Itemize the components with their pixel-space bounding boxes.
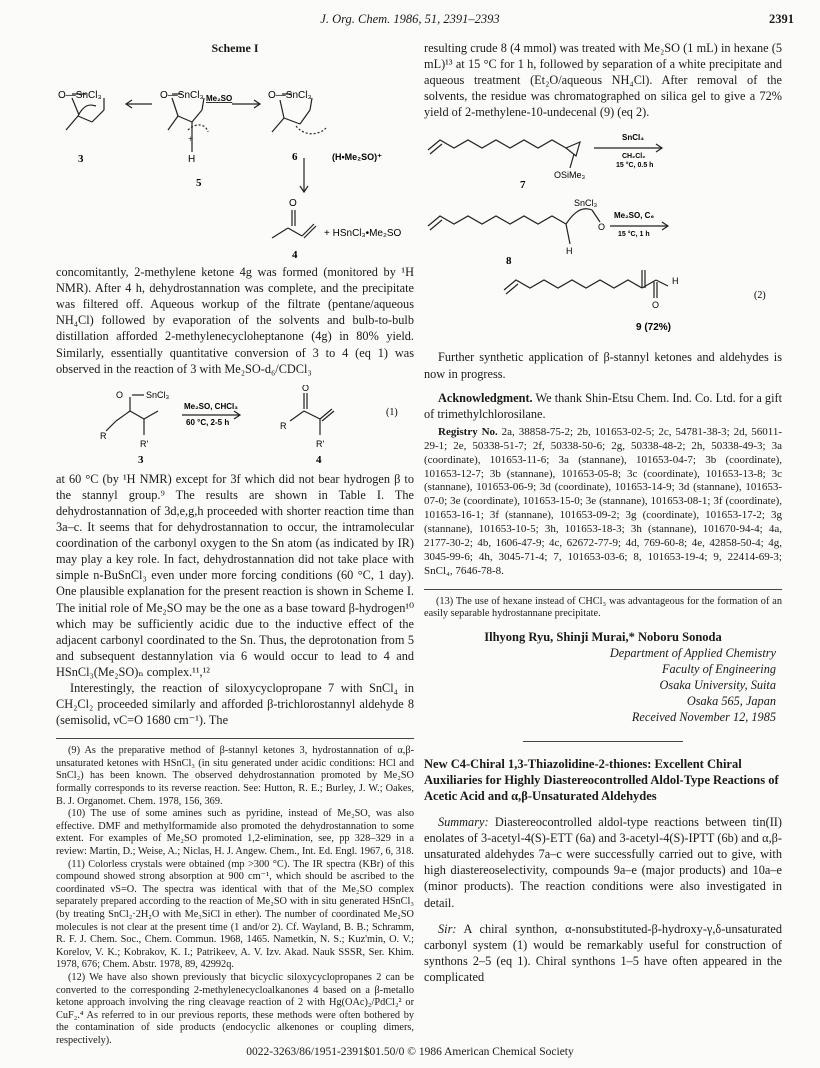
sir-heading: Sir:: [438, 921, 457, 936]
registry-text: 2a, 38858-75-2; 2b, 101653-02-5; 2c, 54781-38-3; 2d, 56011-29-1; 2e, 50338-51-7; 2f, 50338-50-6; 2g, 50338-48-2; 2h, 50338-49-3; 3a (coordinate), 101653-11-6; 3a (stannane), 101653-04-7; 3b (coordinate), 101653-12-7; 3b (stannane), 101653-05-8; 3c (coordinate), 101653-13-8; 3c (stannane), 101653-06-9; 3d (coordinate), 101653-14-9; 3d (stannane), 101653-07-0; 3e (coordinate), 101653-15-0; 3e (stannane), 101653-08-1; 3f (coordinate), 101653-16-1; 3f (stannane), 101653-09-2; 3g (coordinate), 101653-17-2; 3g (stannane), 101653-10-5; 3h, 101653-18-3; 3h (stannane), 101670-94-4; 4a, 2177-30-2; 4b, 1606-47-9; 4c, 62672-77-9; 4d, 769-60-8; 4e, 42858-50-4; 4g, 3045-99-6; 4h, 3045-71-4; 7, 101653-03-6; 8, 101653-19-4; 9, 22414-69-3; SnCl₄, 7646-78-8.: [424, 425, 783, 577]
compound-3-label: 3: [78, 153, 84, 166]
scheme-plus: +: [188, 134, 194, 145]
eq1-compound-3: 3: [138, 453, 144, 465]
ack-text: We thank Shin-Etsu Chem. Ind. Co. Ltd. for a gift of trimethylchlorosilane.: [424, 390, 782, 421]
eq2-reagent-1: SnCl₄: [622, 133, 645, 143]
scheme-title: Scheme I: [211, 41, 259, 55]
eq1-compound-4: 4: [316, 453, 322, 465]
footnote-9: (9) As the preparative method of β-stannyl ketones 3, hydrostannation of α,β-unsaturated ketones with HSnCl₃ (in situ generated under acidic conditions: HCl and SnCl₂) has been known. The observed dehydrostannation promoted by Me₂SO formally corresponds to its reverse reaction. See: Hutton, R. E.; Burley, J. W.; Oakes, B. J. Organomet. Chem. 1978, 156, 369.: [56, 745, 414, 807]
equation-1-drawing: [56, 385, 414, 465]
scheme-h-label: H: [188, 154, 196, 166]
scheme-reagent: Me₂SO: [206, 94, 233, 104]
affiliation: [424, 645, 782, 725]
compound-9-label: 9 (72%): [636, 322, 672, 334]
eq2-h-label: H: [566, 246, 573, 257]
footnotes: [56, 745, 414, 1047]
left-column: [56, 40, 414, 1048]
eq2-h-product: H: [672, 276, 679, 287]
scheme-o-sn-label-5: O—SnCl₃: [160, 90, 204, 102]
right-paragraph-2: Further synthetic application of β-stannyl ketones and aldehydes is now in progress.: [424, 350, 782, 381]
authors: Ilhyong Ryu, Shinji Murai,* Noboru Sonoda: [484, 630, 722, 644]
eq1-o-label: O: [116, 389, 124, 400]
footnote-10: (10) The use of some amines such as pyridine, instead of Me₂SO, was also effective. DMF and methylformamide also promoted the dehydrostannation to some extent. For examples of Me₂SO promoted 1,2-elimination, see, pp 328–329 in a review: Martin, D.; Weise, A.; Niclas, H. J. Angew. Chem., Int. Ed. Engl. 1967, 6, 318.: [56, 808, 414, 857]
next-article-title: New C4-Chiral 1,3-Thiazolidine-2-thiones: Excellent Chiral Auxiliaries for Highly Diastereocontrolled Aldol-Type Reactions of Acetic Acid and α,β-Unsaturated Aldehydes: [424, 757, 779, 804]
scheme-o-sn-label-6: O—SnCl₃: [268, 90, 312, 102]
scheme-1-drawing: [56, 60, 414, 264]
compound-5-label: 5: [196, 177, 202, 190]
eq2-cond-1a: CH₂Cl₂: [622, 153, 646, 161]
equation-2-drawing: [424, 126, 782, 341]
right-paragraph-1: resulting crude 8 (4 mmol) was treated with Me₂SO (1 mL) in hexane (5 mL)¹³ at 15 °C for 1 h, followed by separation of a white precipitate and aqueous treatment (Et₂O/aqueous NH₄Cl). After removal of the solvents, the residue was chromatographed on silica gel to give a 72% yield of 2-methylene-10-undecenal (9) (eq 2).: [424, 41, 782, 120]
acknowledgment: [424, 390, 782, 422]
ack-heading: Acknowledgment.: [438, 390, 533, 405]
compound-8-label: 8: [506, 255, 512, 268]
page-footer: 0022-3263/86/1951-2391$01.50/0 © 1986 American Chemical Society: [246, 1046, 574, 1058]
scheme-product-label: + HSnCl₃•Me₂SO: [324, 228, 402, 240]
section-divider: [523, 741, 683, 742]
footnote-rule: [56, 738, 414, 739]
affil-dept: Department of Applied Chemistry: [609, 646, 776, 661]
summary: [424, 814, 782, 911]
eq1-reagent: Me₂SO, CHCl₃: [184, 401, 238, 411]
compound-6-label: 6: [292, 151, 298, 164]
eq1-conditions: 60 °C, 2-5 h: [186, 417, 230, 427]
eq2-cond-1b: 15 °C, 0.5 h: [616, 162, 654, 170]
registry-numbers: [424, 426, 782, 579]
eq1-sncl3-label: SnCl₃: [146, 389, 170, 400]
scheme-o-label: O: [289, 198, 297, 210]
eq1-number: (1): [386, 406, 398, 418]
left-paragraph-1: concomitantly, 2-methylene ketone 4g was formed (monitored by ¹H NMR). After 4 h, dehydrostannation was complete, and the precipitate was filtered off. Aqueous workup of the filtrate (pentane/aqueous NH₄Cl) followed by evaporation of the solvents and bulb-to-bulb distillation afforded 2-methylenecycloheptanone (4g) in 80% yield. Similarly, essentially quantitative conversion of 3 to 4 (eq 1) was observed in the reaction of 3 with Me₂SO-d₆/CDCl₃: [56, 265, 414, 376]
sir-paragraph: [424, 921, 782, 985]
affil-city: Osaka 565, Japan: [686, 694, 776, 709]
compound-4-label: 4: [292, 249, 298, 262]
equation-2: [424, 126, 782, 341]
eq2-number: (2): [754, 290, 766, 302]
running-header: [0, 12, 820, 27]
journal-citation: J. Org. Chem. 1986, 51, 2391–2393: [320, 12, 500, 26]
received-date: Received November 12, 1985: [631, 710, 776, 725]
registry-heading: Registry No.: [438, 425, 498, 438]
scheme-o-sn-label: O—SnCl₃: [58, 90, 102, 102]
left-paragraph-2: at 60 °C (by ¹H NMR) except for 3f which did not bear hydrogen β to the stannyl group.⁹ The results are shown in Table I. The dehydrostannation of 3d,e,g,h proceeded with shorter reaction time than 3a–c. It seems that for dehydrostannation to occur, the intramolecular coordination of the carbonyl oxygen to the Sn atom (as indicated by IR) may play a key role. In fact, dehydrostannation did not take place with simple n-BuSnCl₃ even under more forcing conditions (60 °C, 1 day). One plausible explanation for the present reaction is shown in Scheme I. The initial role of Me₂SO may be the one as a base toward β-hydrogen¹⁰ which may be sufficiently acidic due to the inductive effect of the adjacent carbonyl coordinated to the Sn. Thus, the deprotonation from 5 and subsequent destannylation via 6 would occur to lead to 4 and HSnCl₃(Me₂SO)ₙ complex.¹¹,¹²: [56, 471, 414, 679]
eq2-o-label: O: [598, 222, 606, 233]
eq2-cond-2: 15 °C, 1 h: [618, 231, 650, 239]
footnote-12: (12) We have also shown previously that bicyclic siloxycyclopropanes 2 can be converted to the corresponding 2-methylenecycloalkanones 4 based on a β-metallo ketone approach involving the ring cleavage reaction of 2 with Hg(OAc)₂/PdCl₂² or CuF₂.⁴ As referred to in our previous reports, these methods were often bothered by the contamination of side products (endocyclic alkenones or coupling dimers, respectively).: [56, 971, 414, 1046]
eq2-reagent-2: Me₂SO, C₆: [614, 211, 655, 221]
right-column: [424, 40, 782, 985]
footnote-11: (11) Colorless crystals were obtained (mp >300 °C). The IR spectra (KBr) of this compound showed strong absorption at 900 cm⁻¹, which should be ascribed to the coordinated νS=O. The spectra was identical with that of the Me₂SO complex separately prepared according to the reaction of Me₂SO with in situ generated HSnCl₃ (by treating SnCl₂·2H₂O with Me₃SiCl in ether). The number of coordinated Me₂SO molecules is not clear at the present time (1 and/or 2). Cf. Wayland, B. B.; Schramm, R. F. J. Chem. Soc., Chem. Commun. 1968, 1465. Nametkin, N. S.; Kuz'min, O. V.; Korelov, V. K.; Kobrakov, K. I.; Patrikeev, A. V. Izv. Akad. Nauk SSSR, Ser. Khim. 1978, 676; Chem. Abstr. 1978, 89, 42992q.: [56, 858, 414, 971]
eq1-r-label: R: [100, 430, 107, 441]
eq1-r2-label: R': [140, 438, 149, 449]
eq1-r2-product: R': [316, 438, 325, 449]
equation-1: [56, 385, 414, 465]
compound-7-label: 7: [520, 179, 526, 192]
eq1-o-product: O: [302, 384, 310, 393]
footnote-13-text: (13) The use of hexane instead of CHCl₃ was advantageous for the formation of an easily separable hydrostannane precipitate.: [424, 595, 782, 620]
affil-faculty: Faculty of Engineering: [661, 662, 776, 677]
affil-university: Osaka University, Suita: [659, 678, 776, 693]
complex-label: (H•Me₂SO)⁺: [332, 152, 382, 163]
summary-heading: Summary:: [438, 815, 489, 830]
eq2-osime3-label: OSiMe₃: [554, 170, 586, 181]
page-number: 2391: [769, 12, 794, 26]
eq1-r-product: R: [280, 420, 287, 431]
eq2-sncl3-label: SnCl₃: [574, 198, 598, 209]
footnote-rule-right: [424, 589, 782, 590]
eq2-o-product: O: [652, 300, 660, 311]
sir-text: A chiral synthon, α-nonsubstituted-β-hydroxy-γ,δ-unsaturated carbonyl system (1) would be remarkably useful for construction of synthons 2–5 (eq 1). Chiral synthons 1–5 have often appeared in the complicated: [424, 921, 782, 984]
left-paragraph-3: Interestingly, the reaction of siloxycyclopropane 7 with SnCl₄ in CH₂Cl₂ proceeded similarly and afforded β-trichlorostannyl aldehyde 8 (semisolid, νC=O 1680 cm⁻¹). The: [56, 680, 414, 728]
scheme-1-figure: [56, 60, 414, 264]
summary-text: Diastereocontrolled aldol-type reactions between tin(II) enolates of 3-acetyl-4(S)-ETT (6a) and 3-acetyl-4(S)-IPTT (6b) and α,β-unsaturated aldehydes 7a–c were successfully carried out to give, with high diastereoselectivity, compounds 9a–e (major products) and 10a–e (minor products). The reaction conditions were also investigated in detail.: [424, 815, 782, 910]
footnote-13: [424, 596, 782, 621]
